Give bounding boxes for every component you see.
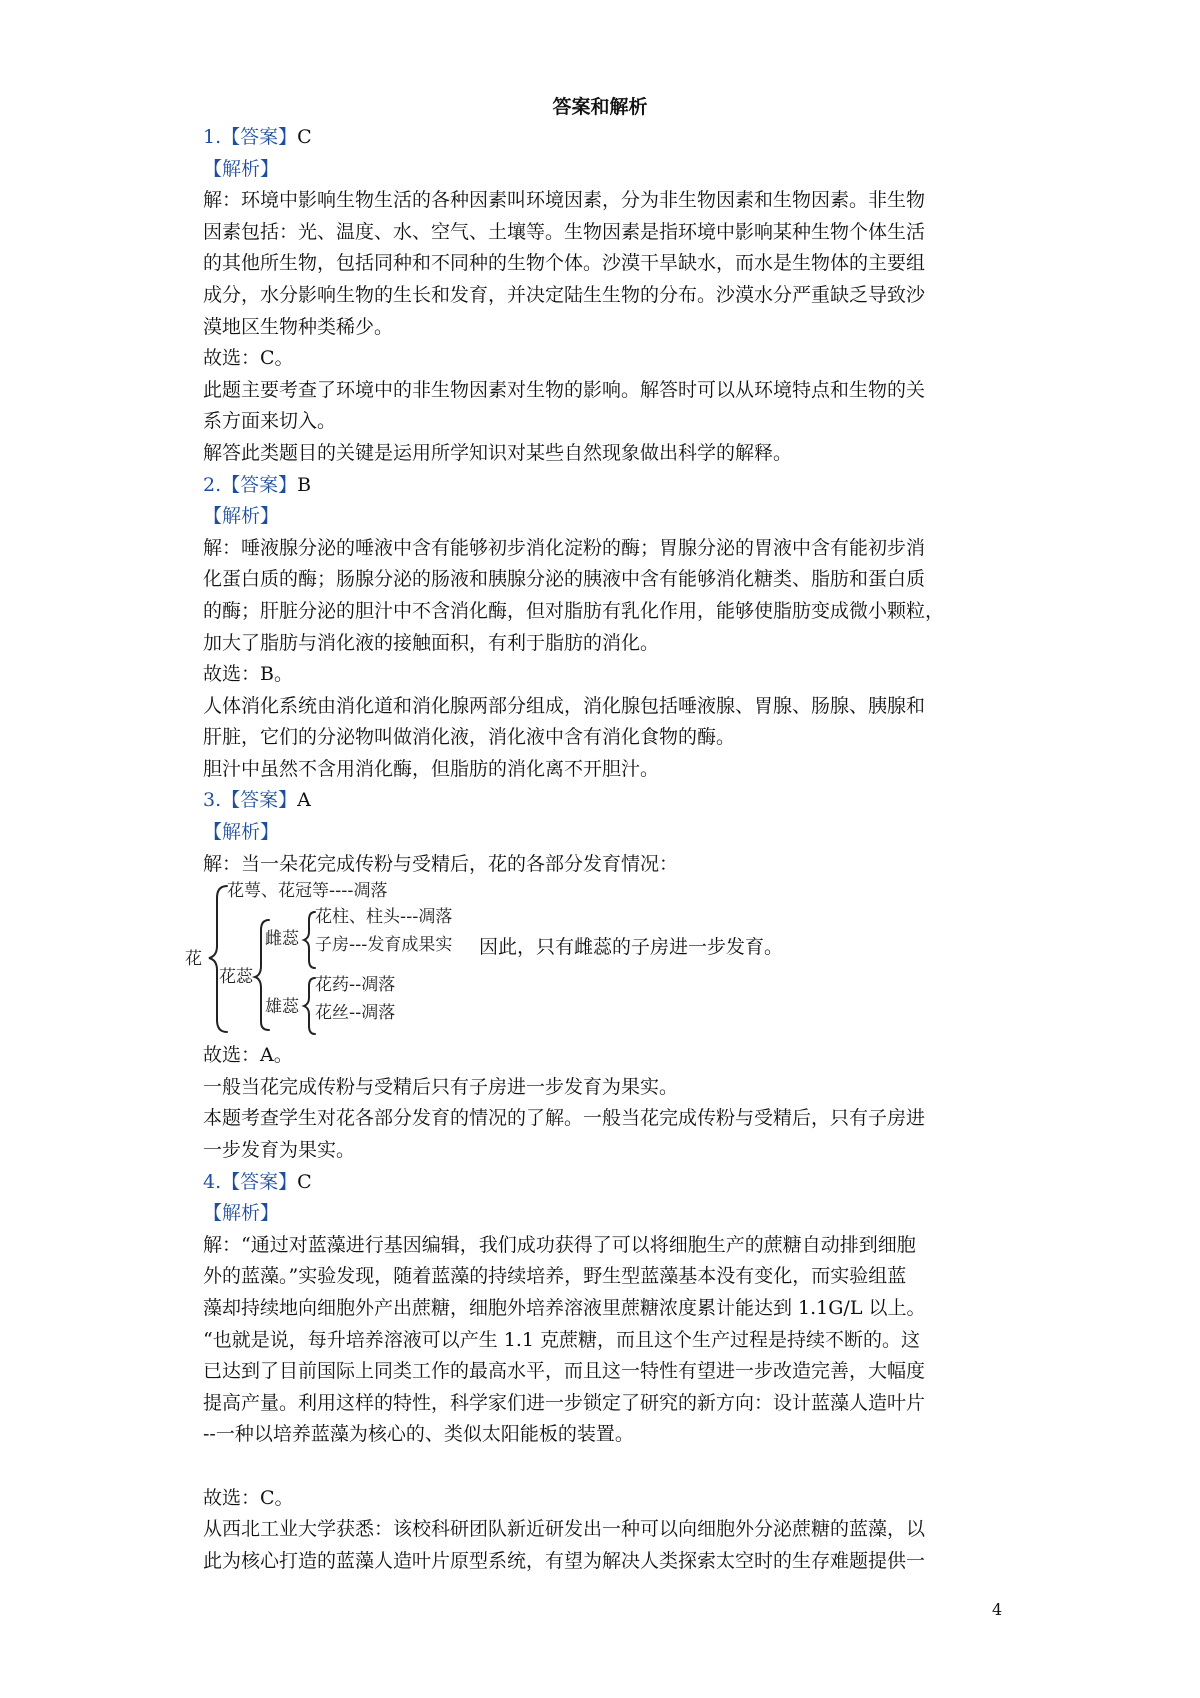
q4-text-line: “也就是说，每升培养溶液可以产生 1.1 克蔗糖，而且这个生产过程是持续不断的。这 [203,1328,921,1351]
q1-text-line: 解：环境中影响生物生活的各种因素叫环境因素，分为非生物因素和生物因素。非生物 [203,189,926,212]
q4-text-line: --一种以培养蓝藻为核心的、类似太阳能板的装置。 [203,1423,634,1446]
q2-text-line: 故选：B。 [203,663,293,686]
q3-text-line: 一步发育为果实。 [203,1139,356,1162]
q3-text-line: 故选：A。 [203,1044,293,1067]
q2-text-line: 解：唾液腺分泌的唾液中含有能够初步消化淀粉的酶；胃腺分泌的胃液中含有能初步消 [203,536,926,559]
q3-text-line: 一般当花完成传粉与受精后只有子房进一步发育为果实。 [203,1075,679,1098]
q1-answer-tag: 【答案】 [221,126,298,148]
q1-text-line: 的其他所生物，包括同种和不同种的生物个体。沙漠干旱缺水，而水是生物体的主要组 [203,252,926,275]
q4-answer-tag: 【答案】 [221,1170,298,1193]
q2-text-line: 肝脏，它们的分泌物叫做消化液，消化液中含有消化食物的酶。 [203,726,736,749]
q4-text-line: 已达到了目前国际上同类工作的最高水平，而且这一特性有望进一步改造完善，大幅度 [203,1360,926,1383]
diagram-pistil: 雌蕊 [265,929,299,950]
q3-text-line: 本题考查学生对花各部分发育的情况的了解。一般当花完成传粉与受精后，只有子房进 [203,1107,926,1130]
q1-text-line: 解答此类题目的关键是运用所学知识对某些自然现象做出科学的解释。 [203,441,793,464]
page-title: 答案和解析 [552,96,648,118]
q1-text-line: 此题主要考查了环境中的非生物因素对生物的影响。解答时可以从环境特点和生物的关 [203,378,926,401]
diagram-root-flower: 花 [185,949,202,970]
diagram-pistil-style: 花柱、柱头---凋落 [315,907,453,928]
q1-text-line: 系方面来切入。 [203,410,337,433]
q1-text-line: 成分，水分影响生物的生长和发育，并决定陆生生物的分布。沙漠水分严重缺乏导致沙 [203,283,926,306]
diagram-stamen: 雄蕊 [265,997,299,1018]
q1-text-line: 漠地区生物种类稀少。 [203,315,394,338]
q1-number: 1. [203,126,222,148]
q4-answer-line [203,1167,1009,1199]
q2-analysis-tag: 【解析】 [203,505,280,528]
q2-text-line: 加大了脂肪与消化液的接触面积，有利于脂肪的消化。 [203,631,660,654]
q2-answer-tag: 【答案】 [221,473,298,496]
q2-answer-letter: B [297,473,312,496]
q3-intro: 解：当一朵花完成传粉与受精后，花的各部分发育情况： [203,852,679,875]
pistil-brace [304,912,315,968]
q2-text-line: 化蛋白质的酶；肠腺分泌的肠液和胰腺分泌的胰液中含有能够消化糖类、脂肪和蛋白质 [203,568,926,591]
diagram-caption: 因此，只有雌蕊的子房进一步发育。 [479,936,784,959]
q4-analysis-tag: 【解析】 [203,1202,280,1225]
diagram-stamen-filament: 花丝--凋落 [315,1003,396,1024]
diagram-stamen-anther: 花药--凋落 [315,975,396,996]
q3-analysis-tag: 【解析】 [203,821,280,844]
q4-answer-letter: C [297,1170,312,1193]
root-brace [209,886,227,1032]
q3-number: 3. [203,789,222,812]
diagram-pistil-ovary: 子房---发育成果实 [315,935,453,956]
q4-text-line: 藻却持续地向细胞外产出蔗糖，细胞外培养溶液里蔗糖浓度累计能达到 1.1G/L 以上。 [203,1297,926,1319]
q1-text-line: 故选：C。 [203,347,294,370]
q3-answer-letter: A [297,789,311,812]
q1-answer-letter: C [297,126,312,148]
q4-text-line: 从西北工业大学获悉：该校科研团队新近研发出一种可以向细胞外分泌蔗糖的蓝藻，以 [203,1518,926,1541]
q3-answer-tag: 【答案】 [221,789,298,812]
q1-answer-line [203,122,1009,154]
paragraph-gap [203,1451,1009,1483]
q2-number: 2. [203,473,222,496]
q4-text-line: 解：“通过对蓝藻进行基因编辑，我们成功获得了可以将细胞生产的蔗糖自动排到细胞 [203,1233,916,1256]
q2-text-line: 胆汁中虽然不含用消化酶，但脂肪的消化离不开胆汁。 [203,757,660,780]
q4-text-line: 外的蓝藻。”实验发现，随着蓝藻的持续培养，野生型蓝藻基本没有变化，而实验组蓝 [203,1265,907,1288]
q1-analysis-tag: 【解析】 [203,157,280,180]
q4-number: 4. [203,1170,222,1193]
q2-answer-line [203,470,1009,502]
stamen-brace [304,978,315,1034]
page-number: 4 [992,1600,1003,1619]
q2-text-line: 人体消化系统由消化道和消化腺两部分组成，消化腺包括唾液腺、胃腺、肠腺、胰腺和 [203,694,926,717]
answer-content [185,122,1009,1577]
q3-answer-line [203,785,1009,817]
diagram-stamen-pistil: 花蕊 [219,967,253,988]
q4-text-line: 提高产量。利用这样的特性，科学家们进一步锁定了研究的新方向：设计蓝藻人造叶片 [203,1391,926,1414]
q2-text-line: 的酶；肝脏分泌的胆汁中不含消化酶，但对脂肪有乳化作用，能够使脂肪变成微小颗粒， [203,599,945,622]
diagram-sepals-petals: 花萼、花冠等----凋落 [227,881,388,902]
q4-text-line: 故选：C。 [203,1486,294,1509]
q1-text-line: 因素包括：光、温度、水、空气、土壤等。生物因素是指环境中影响某种生物个体生活 [203,220,926,243]
flower-development-diagram [185,880,1009,1040]
q4-text-line: 此为核心打造的蓝藻人造叶片原型系统，有望为解决人类探索太空时的生存难题提供一 [203,1549,926,1572]
